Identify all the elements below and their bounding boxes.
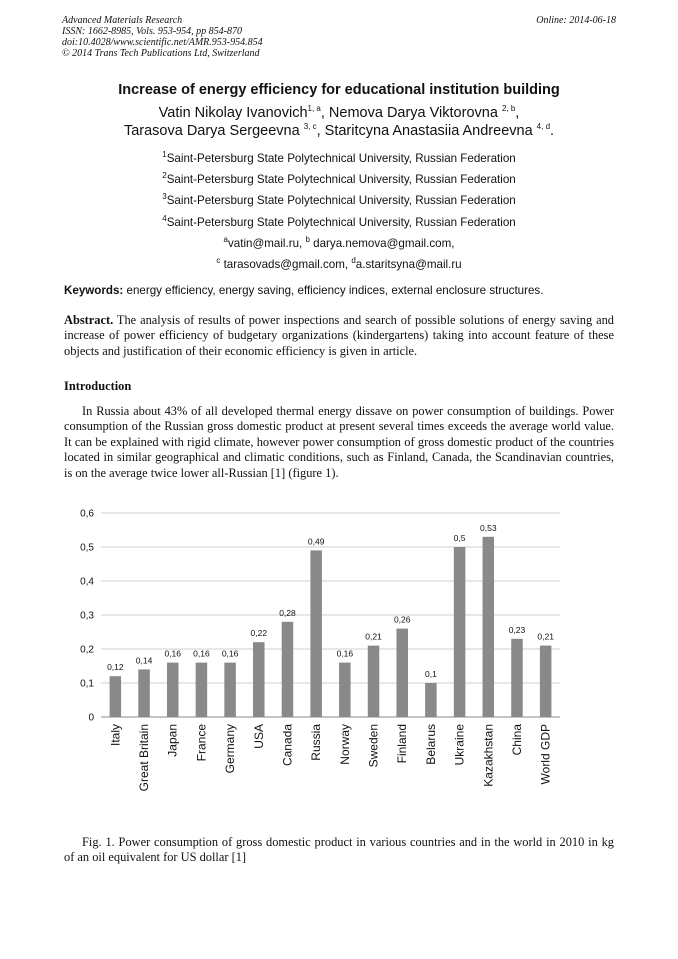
author-name: Staritcyna Anastasiia Andreevna xyxy=(324,123,537,139)
x-tick-label: Italy xyxy=(108,724,123,747)
data-label: 0,16 xyxy=(193,648,210,659)
doi-line: doi:10.4028/www.scientific.net/AMR.953-954.854 xyxy=(62,37,263,48)
affiliation: $^1$Saint-Petersburg State Polytechnical University, Russian Federation xyxy=(162,150,516,165)
affiliation: $^3$Saint-Petersburg State Polytechnical University, Russian Federation xyxy=(162,192,516,208)
data-label: 0,5 xyxy=(453,533,466,543)
y-tick-label: 0,2 xyxy=(80,644,94,656)
y-tick-label: 0,6 xyxy=(80,508,94,520)
x-tick-label: Russia xyxy=(309,724,324,761)
x-tick-label: Finland xyxy=(395,724,410,764)
affiliation: $^4$Saint-Petersburg State Polytechnical University, Russian Federation xyxy=(162,213,516,229)
data-label: 0,16 xyxy=(221,648,239,659)
chart-y-tick-labels xyxy=(80,509,94,724)
email-line: $^c$ tarasovads@gmail.com, $^d$a.staritsyna@mail.ru xyxy=(216,256,462,272)
data-label: 0,28 xyxy=(279,607,296,618)
data-label: 0,53 xyxy=(480,522,497,533)
x-tick-label: Belarus xyxy=(423,724,438,765)
data-label: 0,21 xyxy=(365,631,382,642)
email: tarasovads@gmail.com, xyxy=(220,258,352,272)
issn-line: ISSN: 1662-8985, Vols. 953-954, pp 854-870 xyxy=(62,26,242,37)
data-label: 0,23 xyxy=(508,624,526,635)
copyright-line: © 2014 Trans Tech Publications Ltd, Switzerland xyxy=(62,48,260,59)
bar-great-britain xyxy=(138,669,150,717)
x-tick-label: Norway xyxy=(337,724,352,765)
paper-title: Increase of energy efficiency for educational institution building xyxy=(118,82,560,98)
abstract-text: The analysis of results of power inspections and search of possible solutions of energy saving and increase of power efficiency of budgetary organizations (kindergartens) taking into account feature of these objects and justification of their economic efficiency is given in article. xyxy=(64,313,614,358)
email: darya.nemova@gmail.com, xyxy=(309,236,455,250)
data-label: 0,22 xyxy=(250,628,268,639)
bar-belarus xyxy=(425,683,437,717)
author-sup: 4, d xyxy=(536,122,551,132)
data-label: 0,16 xyxy=(336,648,354,659)
bar-japan xyxy=(167,663,179,717)
email-line: $^a$vatin@mail.ru, $^b$ darya.nemova@gmail.com, xyxy=(223,234,455,250)
header-left xyxy=(62,15,263,59)
author-name: Vatin Nikolay Ivanovich xyxy=(158,105,308,121)
figure-caption: Fig. 1. Power consumption of gross domestic product in various countries and in the world in 2010 in kg of an oil equivalent for US dollar [1] xyxy=(64,835,614,865)
chart-bars xyxy=(110,537,552,717)
keywords-text: energy efficiency, energy saving, efficiency indices, external enclosure structures. xyxy=(123,284,544,297)
data-label: 0,12 xyxy=(107,662,124,673)
x-tick-label: USA xyxy=(251,724,266,749)
y-tick-label: 0,1 xyxy=(80,678,94,690)
data-label: 0,16 xyxy=(164,648,181,659)
bar-france xyxy=(196,663,208,717)
x-tick-label: Kazakhstan xyxy=(481,724,496,787)
data-label: 0,14 xyxy=(135,655,153,666)
keywords-label: Keywords: xyxy=(64,284,124,297)
x-tick-label: Sweden xyxy=(366,724,381,768)
bar-russia xyxy=(310,550,322,717)
bar-kazakhstan xyxy=(483,537,495,717)
email: vatin@mail.ru, xyxy=(227,236,306,250)
data-label: 0,1 xyxy=(424,669,437,679)
x-tick-label: Great Britain xyxy=(137,724,152,792)
author-sup: 2, b xyxy=(501,104,516,114)
bar-italy xyxy=(110,676,122,717)
affiliation: $^2$Saint-Petersburg State Polytechnical University, Russian Federation xyxy=(162,171,516,187)
bar-ukraine xyxy=(454,547,466,717)
bar-sweden xyxy=(368,646,380,717)
y-tick-label: 0,5 xyxy=(80,542,94,554)
y-tick-label: 0,3 xyxy=(80,610,94,622)
bar-usa xyxy=(253,642,265,717)
y-tick-label: 0,4 xyxy=(80,576,94,588)
figure-1-chart xyxy=(60,503,580,808)
abstract-label: Abstract. xyxy=(64,313,114,327)
introduction-body: In Russia about 43% of all developed thermal energy dissave on power consumption of buildings. Power consumption of the Russian gross domestic product at present several times exceeds the average world value. It can be explained with rigid climate, however power consumption of gross domestic product of the countries located in similar geographical and climatic conditions, such as Finland, Canada, the Scandinavian countries, is on the average twice lower all-Russian [1] (figure 1). xyxy=(64,404,614,480)
abstract xyxy=(64,313,614,359)
online-date: Online: 2014-06-18 xyxy=(536,15,616,26)
x-tick-label: France xyxy=(194,724,209,762)
data-label: 0,26 xyxy=(393,614,411,625)
email: a.staritsyna@mail.ru xyxy=(355,258,462,272)
author-sup: 3, c xyxy=(303,122,317,132)
bar-germany xyxy=(224,663,236,717)
bar-finland xyxy=(396,629,408,717)
bar-norway xyxy=(339,663,351,717)
x-tick-label: Canada xyxy=(280,724,295,767)
chart-x-tick-labels xyxy=(108,724,552,792)
author-name: Nemova Darya Viktorovna xyxy=(328,105,502,121)
author-name: Tarasova Darya Sergeevna xyxy=(123,123,304,139)
keywords xyxy=(64,284,616,297)
introduction-heading: Introduction xyxy=(64,379,132,393)
y-tick-label: 0 xyxy=(88,712,94,724)
affiliations xyxy=(0,148,678,275)
data-label: 0,21 xyxy=(537,631,554,642)
x-tick-label: Germany xyxy=(223,724,238,774)
x-tick-label: World GDP xyxy=(538,724,553,785)
authors xyxy=(0,104,678,140)
authors-line-1: Vatin Nikolay Ivanovich$^{1, a}$, Nemova Darya Viktorovna $^{2, b}$, xyxy=(158,104,520,121)
bar-world-gdp xyxy=(540,646,552,717)
bar-canada xyxy=(282,622,294,717)
x-tick-label: Japan xyxy=(165,724,180,757)
data-label: 0,49 xyxy=(307,536,325,547)
authors-line-2: Tarasova Darya Sergeevna $^{3, c}$, Staritcyna Anastasiia Andreevna $^{4, d}$. xyxy=(123,122,555,139)
x-tick-label: China xyxy=(509,724,524,756)
x-tick-label: Ukraine xyxy=(452,724,467,766)
bar-china xyxy=(511,639,523,717)
author-sup: 1, a xyxy=(307,104,321,114)
journal-name: Advanced Materials Research xyxy=(62,15,183,26)
